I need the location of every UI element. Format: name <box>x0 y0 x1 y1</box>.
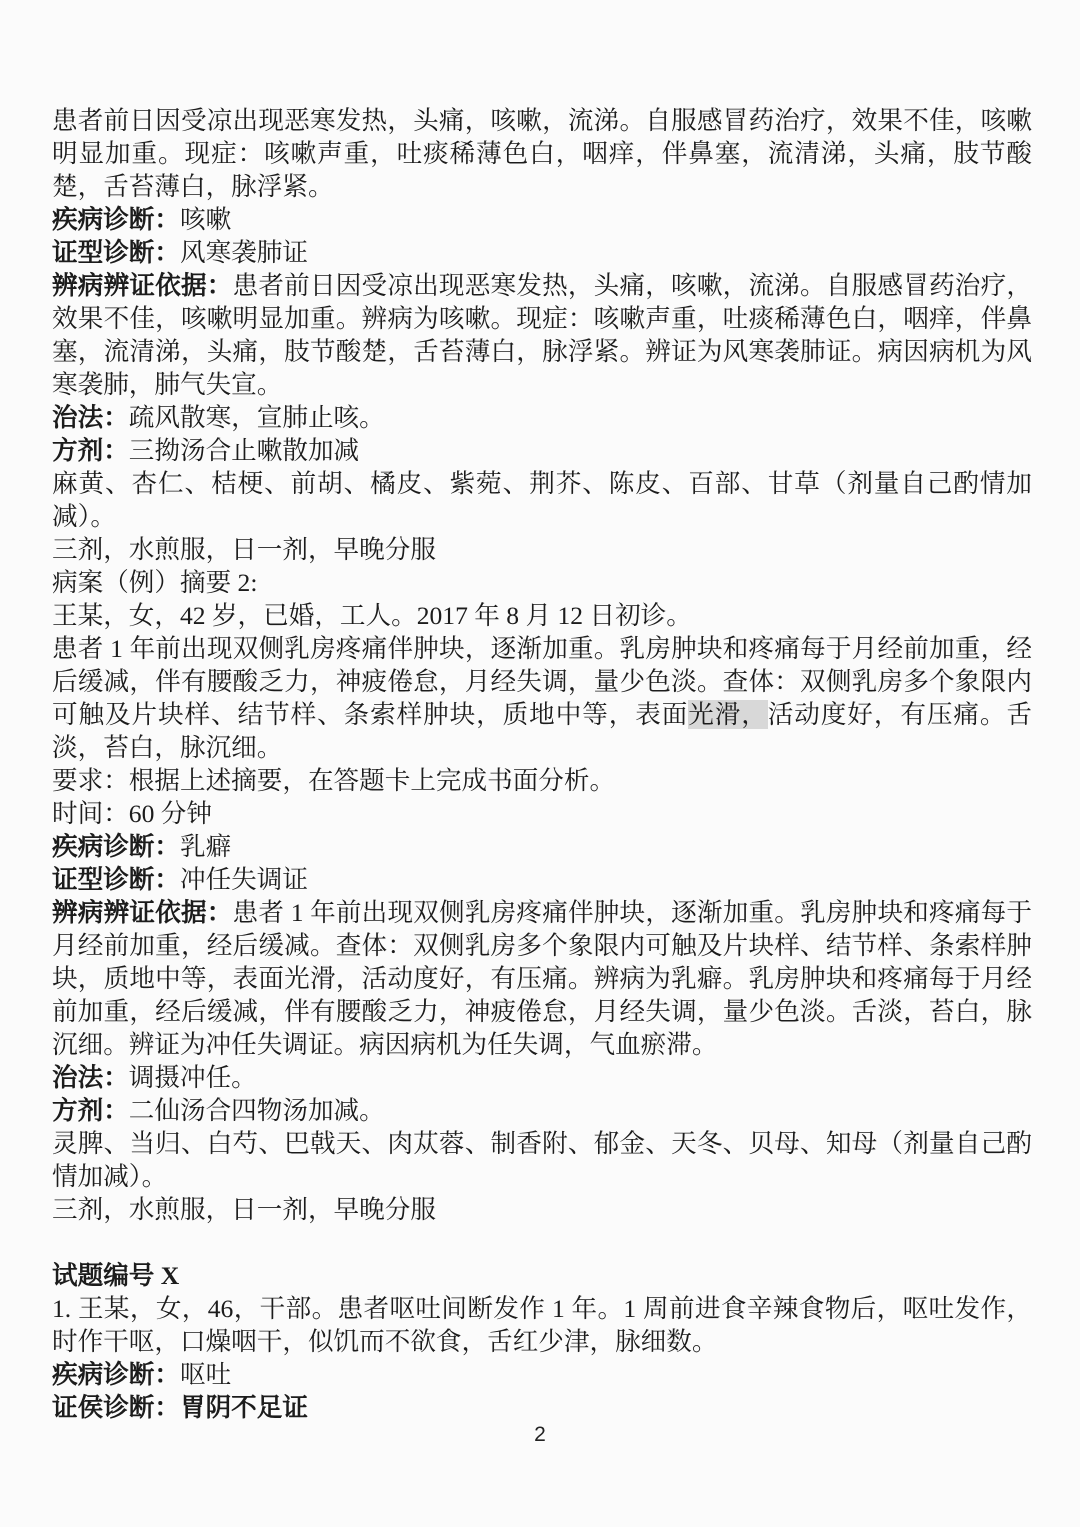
case2-time-limit <box>52 797 1032 830</box>
case2-disease-diagnosis <box>52 830 1032 863</box>
document-body <box>52 104 1032 1424</box>
text-segment: 要求：根据上述摘要，在答题卡上完成书面分析。 <box>52 766 616 795</box>
text-segment: 咳嗽 <box>179 205 232 234</box>
question-x-disease-diagnosis <box>52 1358 1032 1391</box>
case2-summary <box>52 632 1032 764</box>
case2-treatment-method <box>52 1061 1032 1094</box>
text-segment: 灵脾、当归、白芍、巴戟天、肉苁蓉、制香附、郁金、天冬、贝母、知母（剂量自己酌情加减）。 <box>52 1129 1032 1191</box>
text-segment: 胃阴不足证 <box>179 1393 308 1422</box>
field-label: 辨病辨证依据： <box>52 898 233 927</box>
text-segment: 活动度好，有压痛。舌淡，苔白，脉沉细。 <box>52 700 1032 762</box>
case2-header <box>52 566 1032 599</box>
field-label: 辨病辨证依据： <box>52 271 233 300</box>
text-segment: 1. 王某，女，46，干部。患者呕吐间断发作 1 年。1 周前进食辛辣食物后，呕吐发作，时作干呕，口燥咽干，似饥而不欲食，舌红少津，脉细数。 <box>52 1294 1032 1356</box>
blank-line <box>52 1226 1032 1259</box>
field-label: 证侯诊断： <box>52 1393 180 1422</box>
question-number-heading <box>52 1259 1032 1292</box>
highlighted-text: 光滑， <box>688 700 768 729</box>
field-label: 疾病诊断： <box>52 1360 180 1389</box>
text-segment: 疏风散寒，宣肺止咳。 <box>128 403 385 432</box>
field-label: 证型诊断： <box>52 865 180 894</box>
text-segment: 三拗汤合止嗽散加减 <box>128 436 360 465</box>
field-label: 疾病诊断： <box>52 832 180 861</box>
text-segment: 呕吐 <box>179 1360 232 1389</box>
case1-prescription <box>52 434 1032 467</box>
case1-disease-diagnosis <box>52 203 1032 236</box>
case1-herbs <box>52 467 1032 533</box>
case2-herbs <box>52 1127 1032 1193</box>
text-segment: 病案（例）摘要 2: <box>52 568 258 597</box>
text-segment: 冲任失调证 <box>179 865 308 894</box>
case1-syndrome-diagnosis <box>52 236 1032 269</box>
text-segment: 二仙汤合四物汤加减。 <box>128 1096 385 1125</box>
text-segment: 患者 1 年前出现双侧乳房疼痛伴肿块，逐渐加重。乳房肿块和疼痛每于月经前加重，经后缓减，伴有腰酸乏力，神疲倦怠，月经失调，量少色淡。查体：双侧乳房多个象限内可触及片块样、结节样、条索样肿块，质地中等，表面 <box>52 634 1032 729</box>
case2-prescription <box>52 1094 1032 1127</box>
text-segment: 患者 1 年前出现双侧乳房疼痛伴肿块，逐渐加重。乳房肿块和疼痛每于月经前加重，经后缓减。查体：双侧乳房多个象限内可触及片块样、结节样、条索样肿块，质地中等，表面光滑，活动度好，有压痛。辨病为乳癖。乳房肿块和疼痛每于月经前加重，经后缓减，伴有腰酸乏力，神疲倦怠，月经失调，量少色淡。舌淡，苔白，脉沉细。辨证为冲任失调证。病因病机为任失调，气血瘀滞。 <box>52 898 1032 1059</box>
case2-syndrome-diagnosis <box>52 863 1032 896</box>
text-segment: 乳癖 <box>179 832 232 861</box>
case1-dosage-instructions <box>52 533 1032 566</box>
case1-summary <box>52 104 1032 203</box>
question-x-syndrome-diagnosis <box>52 1391 1032 1424</box>
text-segment: 三剂，水煎服，日一剂，早晚分服 <box>52 535 436 564</box>
case2-patient-info <box>52 599 1032 632</box>
text-segment: 时间：60 分钟 <box>52 799 212 828</box>
text-segment: 麻黄、杏仁、桔梗、前胡、橘皮、紫菀、荆芥、陈皮、百部、甘草（剂量自己酌情加减）。 <box>52 469 1032 531</box>
text-segment: 试题编号 X <box>52 1261 180 1290</box>
field-label: 治法： <box>52 403 129 432</box>
page-number: 2 <box>534 1423 546 1446</box>
case2-dosage-instructions <box>52 1193 1032 1226</box>
case2-differentiation-basis <box>52 896 1032 1061</box>
case2-requirement <box>52 764 1032 797</box>
text-segment: 王某，女，42 岁，已婚，工人。2017 年 8 月 12 日初诊。 <box>52 601 692 630</box>
field-label: 证型诊断： <box>52 238 180 267</box>
text-segment: 三剂，水煎服，日一剂，早晚分服 <box>52 1195 436 1224</box>
field-label: 方剂： <box>52 436 129 465</box>
field-label: 方剂： <box>52 1096 129 1125</box>
text-segment: 风寒袭肺证 <box>179 238 308 267</box>
text-segment: 患者前日因受凉出现恶寒发热，头痛，咳嗽，流涕。自服感冒药治疗，效果不佳，咳嗽明显加重。辨病为咳嗽。现症：咳嗽声重，吐痰稀薄色白，咽痒，伴鼻塞，流清涕，头痛，肢节酸楚，舌苔薄白，脉浮紧。辨证为风寒袭肺证。病因病机为风寒袭肺，肺气失宣。 <box>52 271 1032 399</box>
case1-treatment-method <box>52 401 1032 434</box>
field-label: 疾病诊断： <box>52 205 180 234</box>
question-x-case <box>52 1292 1032 1358</box>
text-segment: 患者前日因受凉出现恶寒发热，头痛，咳嗽，流涕。自服感冒药治疗，效果不佳，咳嗽明显加重。现症：咳嗽声重，吐痰稀薄色白，咽痒，伴鼻塞，流清涕，头痛，肢节酸楚，舌苔薄白，脉浮紧。 <box>52 106 1032 201</box>
field-label: 治法： <box>52 1063 129 1092</box>
case1-differentiation-basis <box>52 269 1032 401</box>
text-segment: 调摄冲任。 <box>128 1063 257 1092</box>
